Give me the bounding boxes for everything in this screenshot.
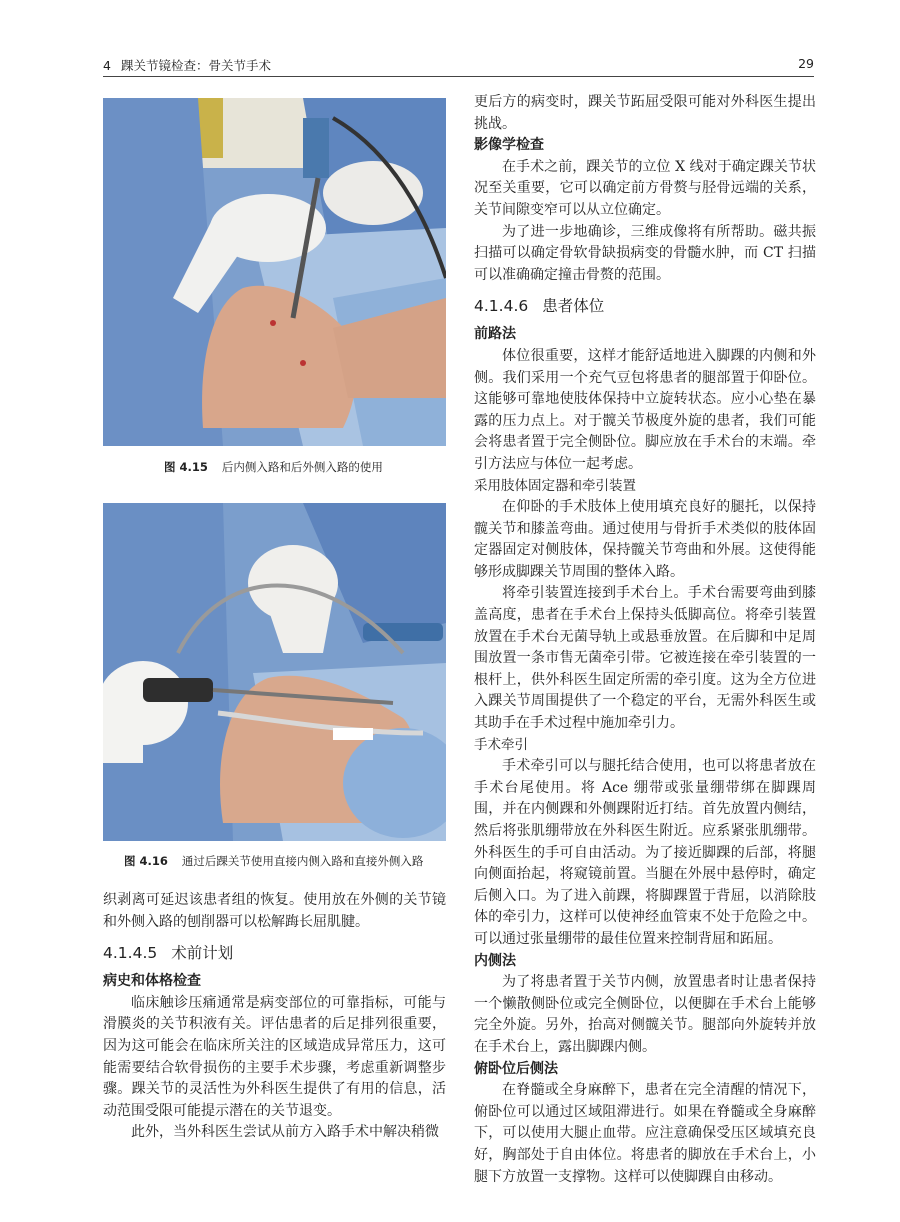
subsection-history-exam: 病史和体格检查	[103, 973, 201, 990]
section-title: 患者体位	[542, 297, 605, 316]
paragraph: 为了进一步地确诊，三维成像将有所帮助。磁共振扫描可以确定骨软骨缺损病变的骨髓水肿，而 CT 扫描可以准确确定撞击骨赘的范围。	[474, 223, 816, 283]
paragraph: 在脊髓或全身麻醉下，患者在完全清醒的情况下，俯卧位可以通过区域阻滞进行。如果在脊髓或全身麻醉下，可以使用大腿止血带。应注意确保受压区域填充良好，胸部处于自由体位。将患者的脚放在手术台上，小腿下方放置一支撑物。这样可以使脚踝自由移动。	[474, 1082, 816, 1185]
figure-4-16-caption-text: 通过后踝关节使用直接内侧入路和直接外侧入路	[181, 854, 424, 868]
chapter-title: 踝关节镜检查：骨关节手术	[121, 58, 272, 73]
subsection-anterior: 前路法	[474, 326, 516, 343]
section-heading-4-1-4-6	[474, 295, 816, 317]
section-number: 4.1.4.6	[474, 297, 529, 316]
subsection-fixator: 采用肢体固定器和牵引装置	[474, 477, 636, 494]
page-number: 29	[798, 56, 814, 71]
figure-4-16	[103, 503, 446, 841]
surgery-photo-direct-portals	[103, 503, 446, 841]
section-heading-4-1-4-5	[103, 942, 446, 964]
left-continuation-paragraph: 织剥离可延迟该患者组的恢复。使用放在外侧的关节镜和外侧入路的刨削器可以松解踇长屈肌腱。	[103, 892, 446, 930]
subsection-prone: 俯卧位后侧法	[474, 1060, 558, 1077]
left-column-text	[103, 890, 446, 1144]
figure-4-16-photo	[103, 503, 446, 841]
paragraph: 在手术之前，踝关节的立位 X 线对于确定踝关节状况至关重要，它可以确定前方骨赘与胫骨远端的关系，关节间隙变窄可以从立位确定。	[474, 158, 816, 218]
figure-4-16-caption	[124, 853, 423, 869]
chapter-number: 4	[103, 58, 111, 73]
paragraph: 此外，当外科医生尝试从前方入路手术中解决稍微	[131, 1124, 439, 1141]
paragraph: 体位很重要，这样才能舒适地进入脚踝的内侧和外侧。我们采用一个充气豆包将患者的腿部置于仰卧位。这能够可靠地使肢体保持中立旋转状态。应小心垫在暴露的压力点上。对于髋关节极度外旋的患者，我们可能会将患者置于完全侧卧位。脚应放在手术台的末端。牵引方法应与体位一起考虑。	[474, 347, 816, 472]
right-column-text	[474, 92, 816, 1188]
subsection-imaging: 影像学检查	[474, 137, 544, 154]
figure-4-15-caption-text: 后内侧入路和后外侧入路的使用	[221, 460, 383, 474]
paragraph: 为了将患者置于关节内侧，放置患者时让患者保持一个懒散侧卧位或完全侧卧位，以便脚在手术台上能够完全外旋。另外，抬高对侧髋关节。腿部向外旋转并放在手术台上，露出脚踝内侧。	[474, 974, 816, 1055]
paragraph: 将牵引装置连接到手术台上。手术台需要弯曲到膝盖高度，患者在手术台上保持头低脚高位。将牵引装置放置在手术台无菌导轨上或悬垂放置。在后脚和中足周围放置一条市售无菌牵引带。它被连接在牵引装置的一根杆上，供外科医生固定所需的牵引度。这为全方位进入踝关节周围提供了一个稳定的平台，无需外科医生或其助手在手术过程中施加牵引力。	[474, 585, 816, 732]
running-header	[103, 56, 814, 74]
figure-4-15-caption	[164, 459, 383, 475]
figure-4-16-label: 图 4.16	[124, 854, 168, 868]
paragraph: 手术牵引可以与腿托结合使用，也可以将患者放在手术台尾使用。将 Ace 绷带或张量绷带绑在脚踝周围，并在内侧踝和外侧踝附近打结。首先放置内侧结，然后将张肌绷带放在外科医生附近。应系紧张肌绷带。外科医生的手可自由活动。为了接近脚踝的后部，将腿向侧面抬起，将窥镜前置。当腿在外展中悬停时，确定后侧入口。为了进入前踝，将脚踝置于背屈，以消除肢体的牵引力，这样可以使神经血管束不处于危险之中。可以通过张量绷带的最佳位置来控制背屈和跖屈。	[474, 758, 816, 947]
section-title: 术前计划	[171, 944, 234, 963]
figure-4-15-label: 图 4.15	[164, 460, 208, 474]
right-continuation-paragraph: 更后方的病变时，踝关节跖屈受限可能对外科医生提出挑战。	[474, 94, 816, 132]
subsection-manual-traction: 手术牵引	[474, 736, 528, 753]
paragraph: 临床触诊压痛通常是病变部位的可靠指标，可能与滑膜炎的关节积液有关。评估患者的后足排列很重要，因为这可能会在临床所关注的区域造成异常压力，这可能需要结合软骨损伤的主要手术步骤，考虑重新调整步骤。踝关节的灵活性为外科医生提供了有用的信息，活动范围受限可能提示潜在的关节退变。	[103, 994, 446, 1119]
header-chapter	[103, 56, 271, 74]
surgery-photo-posterior-portals	[103, 98, 446, 446]
figure-4-15-photo	[103, 98, 446, 446]
subsection-medial: 内侧法	[474, 952, 516, 969]
figure-4-15	[103, 98, 446, 446]
section-number: 4.1.4.5	[103, 944, 158, 963]
paragraph: 在仰卧的手术肢体上使用填充良好的腿托，以保持髋关节和膝盖弯曲。通过使用与骨折手术类似的肢体固定器固定对侧肢体，保持髋关节弯曲和外展。这使得能够形成脚踝关节周围的整体入路。	[474, 499, 816, 580]
header-rule	[103, 76, 814, 77]
